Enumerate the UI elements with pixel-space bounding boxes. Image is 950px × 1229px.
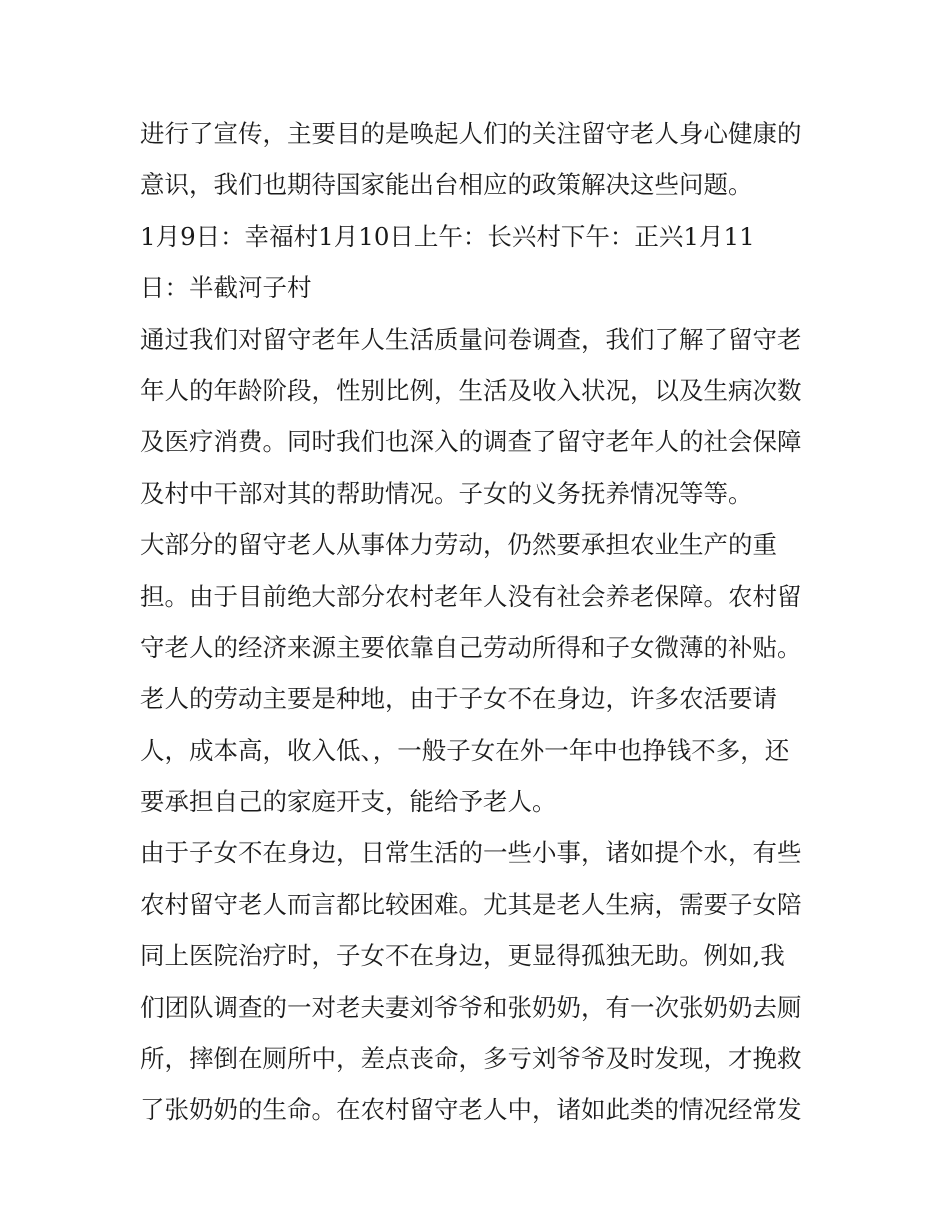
text-line: 了张奶奶的生命。在农村留守老人中，诸如此类的情况经常发 [140,1095,802,1125]
text-line: 老人的劳动主要是种地，由于子女不在身边，许多农活要请 [140,684,777,714]
text-line: 大部分的留守老人从事体力劳动，仍然要承担农业生产的重 [140,530,777,560]
text-line: 及村中干部对其的帮助情况。子女的义务抚养情况等等。 [140,478,753,508]
text-line: 们团队调查的一对老夫妻刘爷爷和张奶奶，有一次张奶奶去厕 [140,992,802,1022]
text-line: 所，摔倒在厕所中，差点丧命，多亏刘爷爷及时发现，才挽救 [140,1044,802,1074]
text-line: 意识，我们也期待国家能出台相应的政策解决这些问题。 [140,170,753,200]
text-line: 担。由于目前绝大部分农村老年人没有社会养老保障。农村留 [140,581,802,611]
text-line: 及医疗消费。同时我们也深入的调查了留守老年人的社会保障 [140,427,802,457]
text-line: 守老人的经济来源主要依靠自己劳动所得和子女微薄的补贴。 [140,632,802,662]
body-text [140,108,820,1136]
text-line: 年人的年龄阶段，性别比例，生活及收入状况，以及生病次数 [140,375,802,405]
text-line: 人，成本高，收入低、，一般子女在外一年中也挣钱不多，还 [140,735,790,765]
text-line: 1月9日：幸福村1月10日上午：长兴村下午：正兴1月11 [140,221,755,251]
text-line: 要承担自己的家庭开支，能给予老人。 [140,787,557,817]
text-line: 进行了宣传，主要目的是唤起人们的关注留守老人身心健康的 [140,119,802,148]
text-line: 日：半截河子村 [140,273,312,303]
text-line: 农村留守老人而言都比较困难。尤其是老人生病，需要子女陪 [140,889,802,919]
text-line: 同上医院治疗时，子女不在身边，更显得孤独无助。例如,我 [140,941,785,971]
text-line: 由于子女不在身边，日常生活的一些小事，诸如提个水，有些 [140,838,802,868]
text-line: 通过我们对留守老年人生活质量问卷调查，我们了解了留守老 [140,324,802,354]
